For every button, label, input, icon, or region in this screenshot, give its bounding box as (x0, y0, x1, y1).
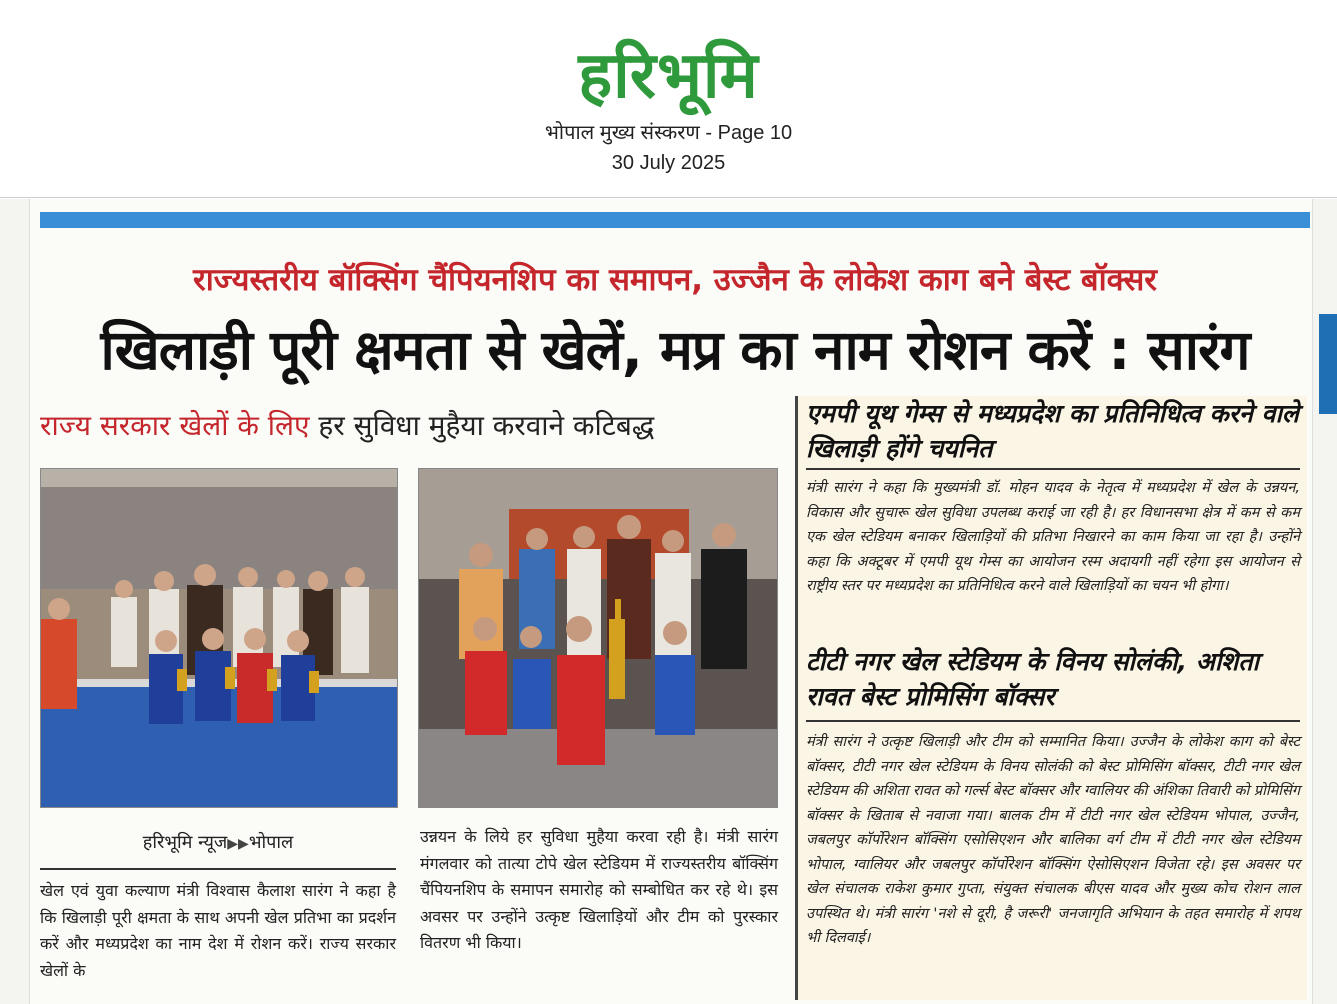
adjacent-page-blue-tab (1319, 314, 1337, 414)
edition-label: भोपाल मुख्य संस्करण - Page 10 (544, 122, 793, 144)
byline-divider (40, 868, 396, 870)
sidebar-text-1: मंत्री सारंग ने कहा कि मुख्यमंत्री डॉ. मोहन यादव के नेतृत्व में मध्यप्रदेश में खेल के उन्नयन, विकास और सुचारू खेल सुविधा उपलब्ध कराई जा रही है। हर विधानसभा क्षेत्र में कम से कम एक खेल स्टेडियम बनाकर खिलाड़ियों की प्रतिभा निखारने का काम किया जा रहा है। उन्होंने कहा कि अक्टूबर में एमपी यूथ गेम्स का आयोजन रस्म अदायगी नहीं रहेगा इस आयोजन से राष्ट्रीय स्तर पर मध्यप्रदेश का प्रतिनिधित्व करने वाले खिलाड़ियों का चयन भी होगा। (806, 480, 1300, 594)
adjacent-page-right-edge (1312, 199, 1337, 1004)
newspaper-logo: हरिभूमि (578, 39, 759, 113)
subhead-black-part: हर सुविधा मुहैया करवाने कटिबद्ध (309, 409, 655, 442)
byline-arrow-icon: ▶▶ (227, 836, 249, 852)
edition-date: 30 July 2025 (611, 152, 726, 174)
photo-2-illustration (419, 469, 778, 808)
article-body-column-1: खेल एवं युवा कल्याण मंत्री विश्वास कैलाश सारंग ने कहा है कि खिलाड़ी पूरी क्षमता के साथ अपनी खेल प्रतिभा का प्रदर्शन करें और मध्यप्रदेश का नाम देश में रोशन करें। राज्य सरकार खेलों के (40, 881, 396, 980)
sidebar-box (795, 396, 1307, 1000)
adjacent-page-left-edge (0, 199, 30, 1004)
photo-award-ceremony-1 (40, 468, 398, 808)
photo-award-ceremony-2 (418, 468, 778, 808)
masthead (0, 0, 1337, 198)
sidebar-text-2: मंत्री सारंग ने उत्कृष्ट खिलाड़ी और टीम को सम्मानित किया। उज्जैन के लोकेश काग को बेस्ट बॉक्सर, टीटी नगर खेल स्टेडियम के विनय सोलंकी को बेस्ट प्रोमिसिंग बॉक्सर, टीटी नगर खेल स्टेडियम की अशिता रावत को गर्ल्स बेस्ट बॉक्सर और ग्वालियर की अंशिका तिवारी को प्रोमिसिंग बॉक्सर के खिताब से नवाजा गया। बालक टीम में टीटी नगर खेल स्टेडियम भोपाल, उज्जैन, जबलपुर कॉर्पोरेशन बॉक्सिंग एसोसिएशन और बालिका वर्ग टीम में टीटी नगर खेल स्टेडियम भोपाल, ग्वालियर और जबलपुर कॉर्पोरेशन बॉक्सिंग ऐसोसिएशन विजेता रहे। इस अवसर पर खेल संचालक राकेश कुमार गुप्ता, संयुक्त संचालक बीएस यादव और मुख्य कोच रोशन लाल उपस्थित थे। मंत्री सारंग 'नशे से दूरी, है जरूरी' जनजागृति अभियान के तहत समारोह में शपथ भी दिलवाई। (806, 734, 1300, 946)
sidebar-divider-1 (806, 468, 1300, 470)
section-top-band (40, 212, 1310, 228)
article-body-column-2: उन्नयन के लिये हर सुविधा मुहैया करवा रही है। मंत्री सारंग मंगलवार को तात्या टोपे खेल स्टेडियम में राज्यस्तरीय बॉक्सिंग चैंपियनशिप के समापन समारोह को सम्बोधित कर रहे थे। इस अवसर पर उन्होंने उत्कृष्ट खिलाड़ियों और टीम को पुरस्कार वितरण भी किया। (420, 827, 778, 952)
byline-source: हरिभूमि न्यूज (142, 832, 228, 853)
article-byline (40, 830, 396, 854)
article-kicker: राज्यस्तरीय बॉक्सिंग चैंपियनशिप का समापन, उज्जैन के लोकेश काग बने बेस्ट बॉक्सर (193, 262, 1157, 298)
article-headline: खिलाड़ी पूरी क्षमता से खेलें, मप्र का नाम रोशन करें : सारंग (100, 318, 1250, 382)
photo-1-illustration (41, 469, 398, 808)
sidebar-heading-2: टीटी नगर खेल स्टेडियम के विनय सोलंकी, अशिता रावत बेस्ट प्रोमिसिंग बॉक्सर (806, 647, 1260, 711)
article-subhead (40, 406, 780, 444)
byline-city: भोपाल (248, 832, 294, 853)
sidebar-heading-1: एमपी यूथ गेम्स से मध्यप्रदेश का प्रतिनिधित्व करने वाले खिलाड़ी होंगे चयनित (806, 399, 1299, 463)
sidebar-divider-2 (806, 720, 1300, 722)
subhead-red-part: राज्य सरकार खेलों के लिए (40, 409, 310, 442)
